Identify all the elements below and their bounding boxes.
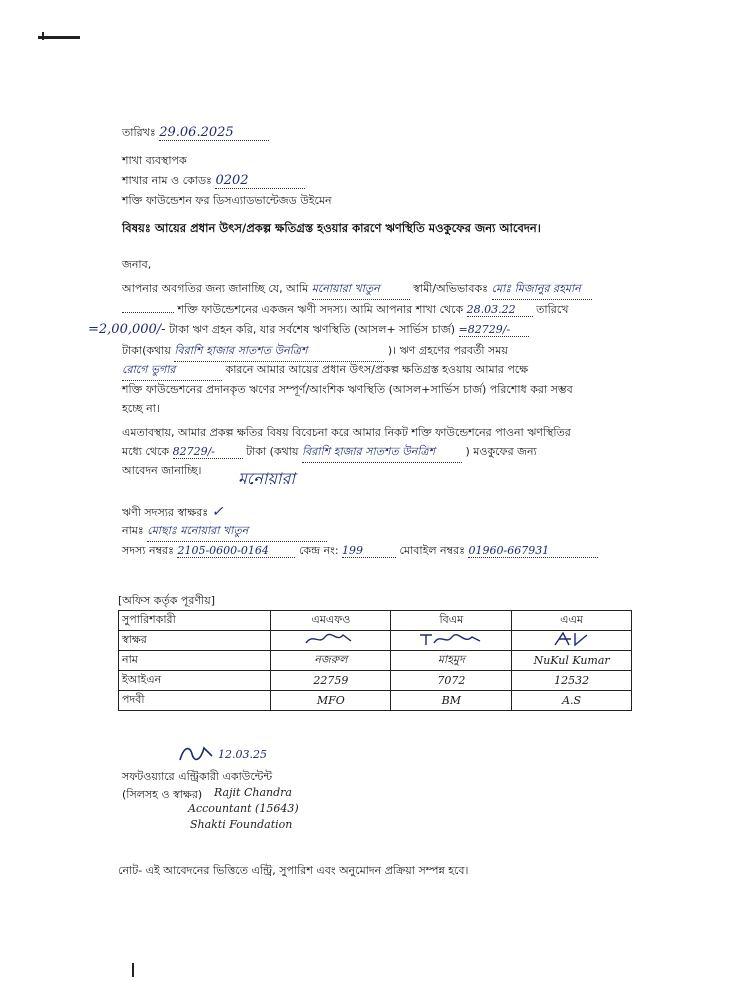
organization-line: শক্তি ফাউন্ডেশন ফর ডিসএ্যাডভান্টেজড উইমেন bbox=[122, 194, 332, 207]
member-signature-line bbox=[122, 504, 223, 523]
body-line-3 bbox=[88, 321, 529, 340]
para2-line-3: আবেদন জানাচ্ছি। bbox=[122, 464, 202, 477]
body-text: তারিখে bbox=[536, 303, 569, 316]
member-number: 2105-0600-0164 bbox=[177, 544, 295, 558]
table-header-row bbox=[119, 611, 632, 631]
member-number-line bbox=[122, 542, 598, 561]
date-value: 29.06.2025 bbox=[159, 125, 269, 141]
top-tick-mark bbox=[42, 32, 44, 40]
blank-dots bbox=[122, 312, 174, 313]
body-text: আপনার অবগতির জন্য জানাচ্ছি যে, আমি bbox=[122, 282, 309, 295]
mfo-signature bbox=[271, 631, 391, 651]
bm-name: মাহমুদ bbox=[391, 651, 512, 671]
body-text: কারনে আমার আয়ের প্রধান উৎস/প্রকল্প ক্ষতিগ্রস্ত হওয়ায় আমার পক্ষে bbox=[225, 363, 529, 376]
body-line-6: শক্তি ফাউন্ডেশনের প্রদানকৃত ঋণের সম্পূর্ণ/আংশিক ঋণস্থিতি (আসল+সার্ভিস চার্জ) পরিশোধ করা সম্ভব bbox=[122, 383, 573, 396]
seal-label: (সিলসহ ও স্বাক্ষর) bbox=[122, 788, 203, 801]
seal-role: Accountant (15643) bbox=[188, 802, 299, 815]
accountant-sign-date: 12.03.25 bbox=[218, 748, 267, 761]
body-text: )। ঋণ গ্রহণের পরবর্তী সময় bbox=[387, 344, 508, 357]
row-label: নাম bbox=[119, 651, 271, 671]
guardian-name: মোঃ মিজানুর রহমান bbox=[492, 280, 592, 300]
subject-line: বিষয়ঃ আয়ের প্রধান উৎস/প্রকল্প ক্ষতিগ্রস্ত হওয়ার কারণে ঋণস্থিতি মওকুফের জন্য আবেদন। bbox=[122, 221, 541, 235]
am-ein: 12532 bbox=[512, 671, 632, 691]
body-line-5 bbox=[122, 361, 528, 381]
date-label: তারিখঃ bbox=[122, 126, 156, 139]
am-signature bbox=[512, 631, 632, 651]
member-signature-mark: ✓ bbox=[211, 504, 224, 520]
mobile-label: মোবাইল নম্বরঃ bbox=[399, 544, 465, 557]
bm-ein: 7072 bbox=[391, 671, 512, 691]
table-row bbox=[119, 631, 632, 651]
mfo-ein: 22759 bbox=[271, 671, 391, 691]
loan-date: 28.03.22 bbox=[467, 303, 533, 317]
body-line-4 bbox=[122, 342, 508, 362]
salutation: জনাব, bbox=[122, 258, 152, 271]
body-text: টাকা(কথায় bbox=[122, 344, 171, 357]
mfo-name: নজরুল bbox=[271, 651, 391, 671]
mobile-number: 01960-667931 bbox=[468, 544, 598, 558]
balance-in-words: বিরাশি হাজার সাতশত উনত্রিশ bbox=[174, 342, 384, 362]
guardian-label: স্বামী/অভিভাবকঃ bbox=[413, 282, 489, 295]
branch-line bbox=[122, 172, 305, 191]
center-label: কেন্দ্র নং: bbox=[298, 544, 339, 557]
bm-signature bbox=[391, 631, 512, 651]
member-name: মোছাঃ মনোয়ারা খাতুন bbox=[147, 522, 327, 542]
body-line-7: হচ্ছে না। bbox=[122, 402, 160, 415]
row-label: স্বাক্ষর bbox=[119, 631, 271, 651]
body-text: মধ্যে থেকে bbox=[122, 445, 170, 458]
mfo-designation: MFO bbox=[271, 691, 391, 711]
office-table bbox=[118, 610, 632, 711]
header-recommender: সুপারিশকারী bbox=[119, 611, 271, 631]
waiver-amount: 82729/- bbox=[173, 445, 243, 459]
recipient-title: শাখা ব্যবস্থাপক bbox=[122, 154, 187, 167]
body-text: ) মওকুফের জন্য bbox=[465, 445, 537, 458]
bm-designation: BM bbox=[391, 691, 512, 711]
member-name-label: নামঃ bbox=[122, 524, 144, 537]
table-row bbox=[119, 651, 632, 671]
loan-amount: =2,00,000/- bbox=[88, 322, 166, 337]
accountant-title: সফটওয়্যারে এন্ট্রিকারী একাউন্টেন্ট bbox=[122, 770, 273, 783]
outstanding-balance: =82729/- bbox=[459, 323, 529, 337]
table-row bbox=[119, 671, 632, 691]
seal-name: Rajit Chandra bbox=[214, 786, 292, 799]
body-line-1 bbox=[122, 280, 592, 300]
applicant-signature: মনোয়ারা bbox=[238, 469, 296, 488]
table-row bbox=[119, 691, 632, 711]
row-label: পদবী bbox=[119, 691, 271, 711]
header-mfo: এমএফও bbox=[271, 611, 391, 631]
waiver-in-words: বিরাশি হাজার সাতশত উনত্রিশ bbox=[302, 443, 462, 463]
top-margin-mark bbox=[38, 36, 80, 39]
header-am: এএম bbox=[512, 611, 632, 631]
row-label: ইআইএন bbox=[119, 671, 271, 691]
body-text: টাকা (কথায় bbox=[246, 445, 299, 458]
header-bm: বিএম bbox=[391, 611, 512, 631]
para2-line-1: এমতাবস্থায়, আমার প্রকল্প ক্ষতির বিষয় বিবেচনা করে আমার নিকট শক্তি ফাউন্ডেশনের পাওনা ঋণস্থিতির bbox=[122, 426, 571, 439]
loss-reason: রোগে ভুগার bbox=[122, 361, 222, 381]
para2-line-2 bbox=[122, 443, 537, 463]
date-line bbox=[122, 124, 269, 143]
accountant-signature bbox=[176, 742, 216, 768]
am-name: NuKul Kumar bbox=[512, 651, 632, 671]
applicant-name: মনোয়ারা খাতুন bbox=[312, 280, 410, 300]
body-text: শক্তি ফাউন্ডেশনের একজন ঋণী সদস্য। আমি আপনার শাখা থেকে bbox=[177, 303, 464, 316]
member-signature-label: ঋণী সদস্যর স্বাক্ষরঃ bbox=[122, 506, 209, 519]
center-number: 199 bbox=[342, 544, 396, 558]
branch-code: 0202 bbox=[215, 173, 305, 189]
member-number-label: সদস্য নম্বরঃ bbox=[122, 544, 174, 557]
seal-organization: Shakti Foundation bbox=[190, 818, 293, 831]
office-caption: [অফিস কর্তৃক পূরণীয়] bbox=[118, 594, 215, 607]
footer-note: নোট- এই আবেদনের ভিত্তিতে এন্ট্রি, সুপারিশ এবং অনুমোদন প্রক্রিয়া সম্পন্ন হবে। bbox=[118, 864, 469, 877]
body-line-2 bbox=[122, 301, 568, 320]
body-text: টাকা ঋণ গ্রহন করি, যার সর্বশেষ ঋণস্থিতি (আসল+ সার্ভিস চার্জ) bbox=[169, 323, 455, 336]
am-designation: A.S bbox=[512, 691, 632, 711]
bottom-margin-mark bbox=[132, 963, 134, 977]
member-name-line bbox=[122, 522, 327, 542]
branch-label: শাখার নাম ও কোডঃ bbox=[122, 174, 212, 187]
